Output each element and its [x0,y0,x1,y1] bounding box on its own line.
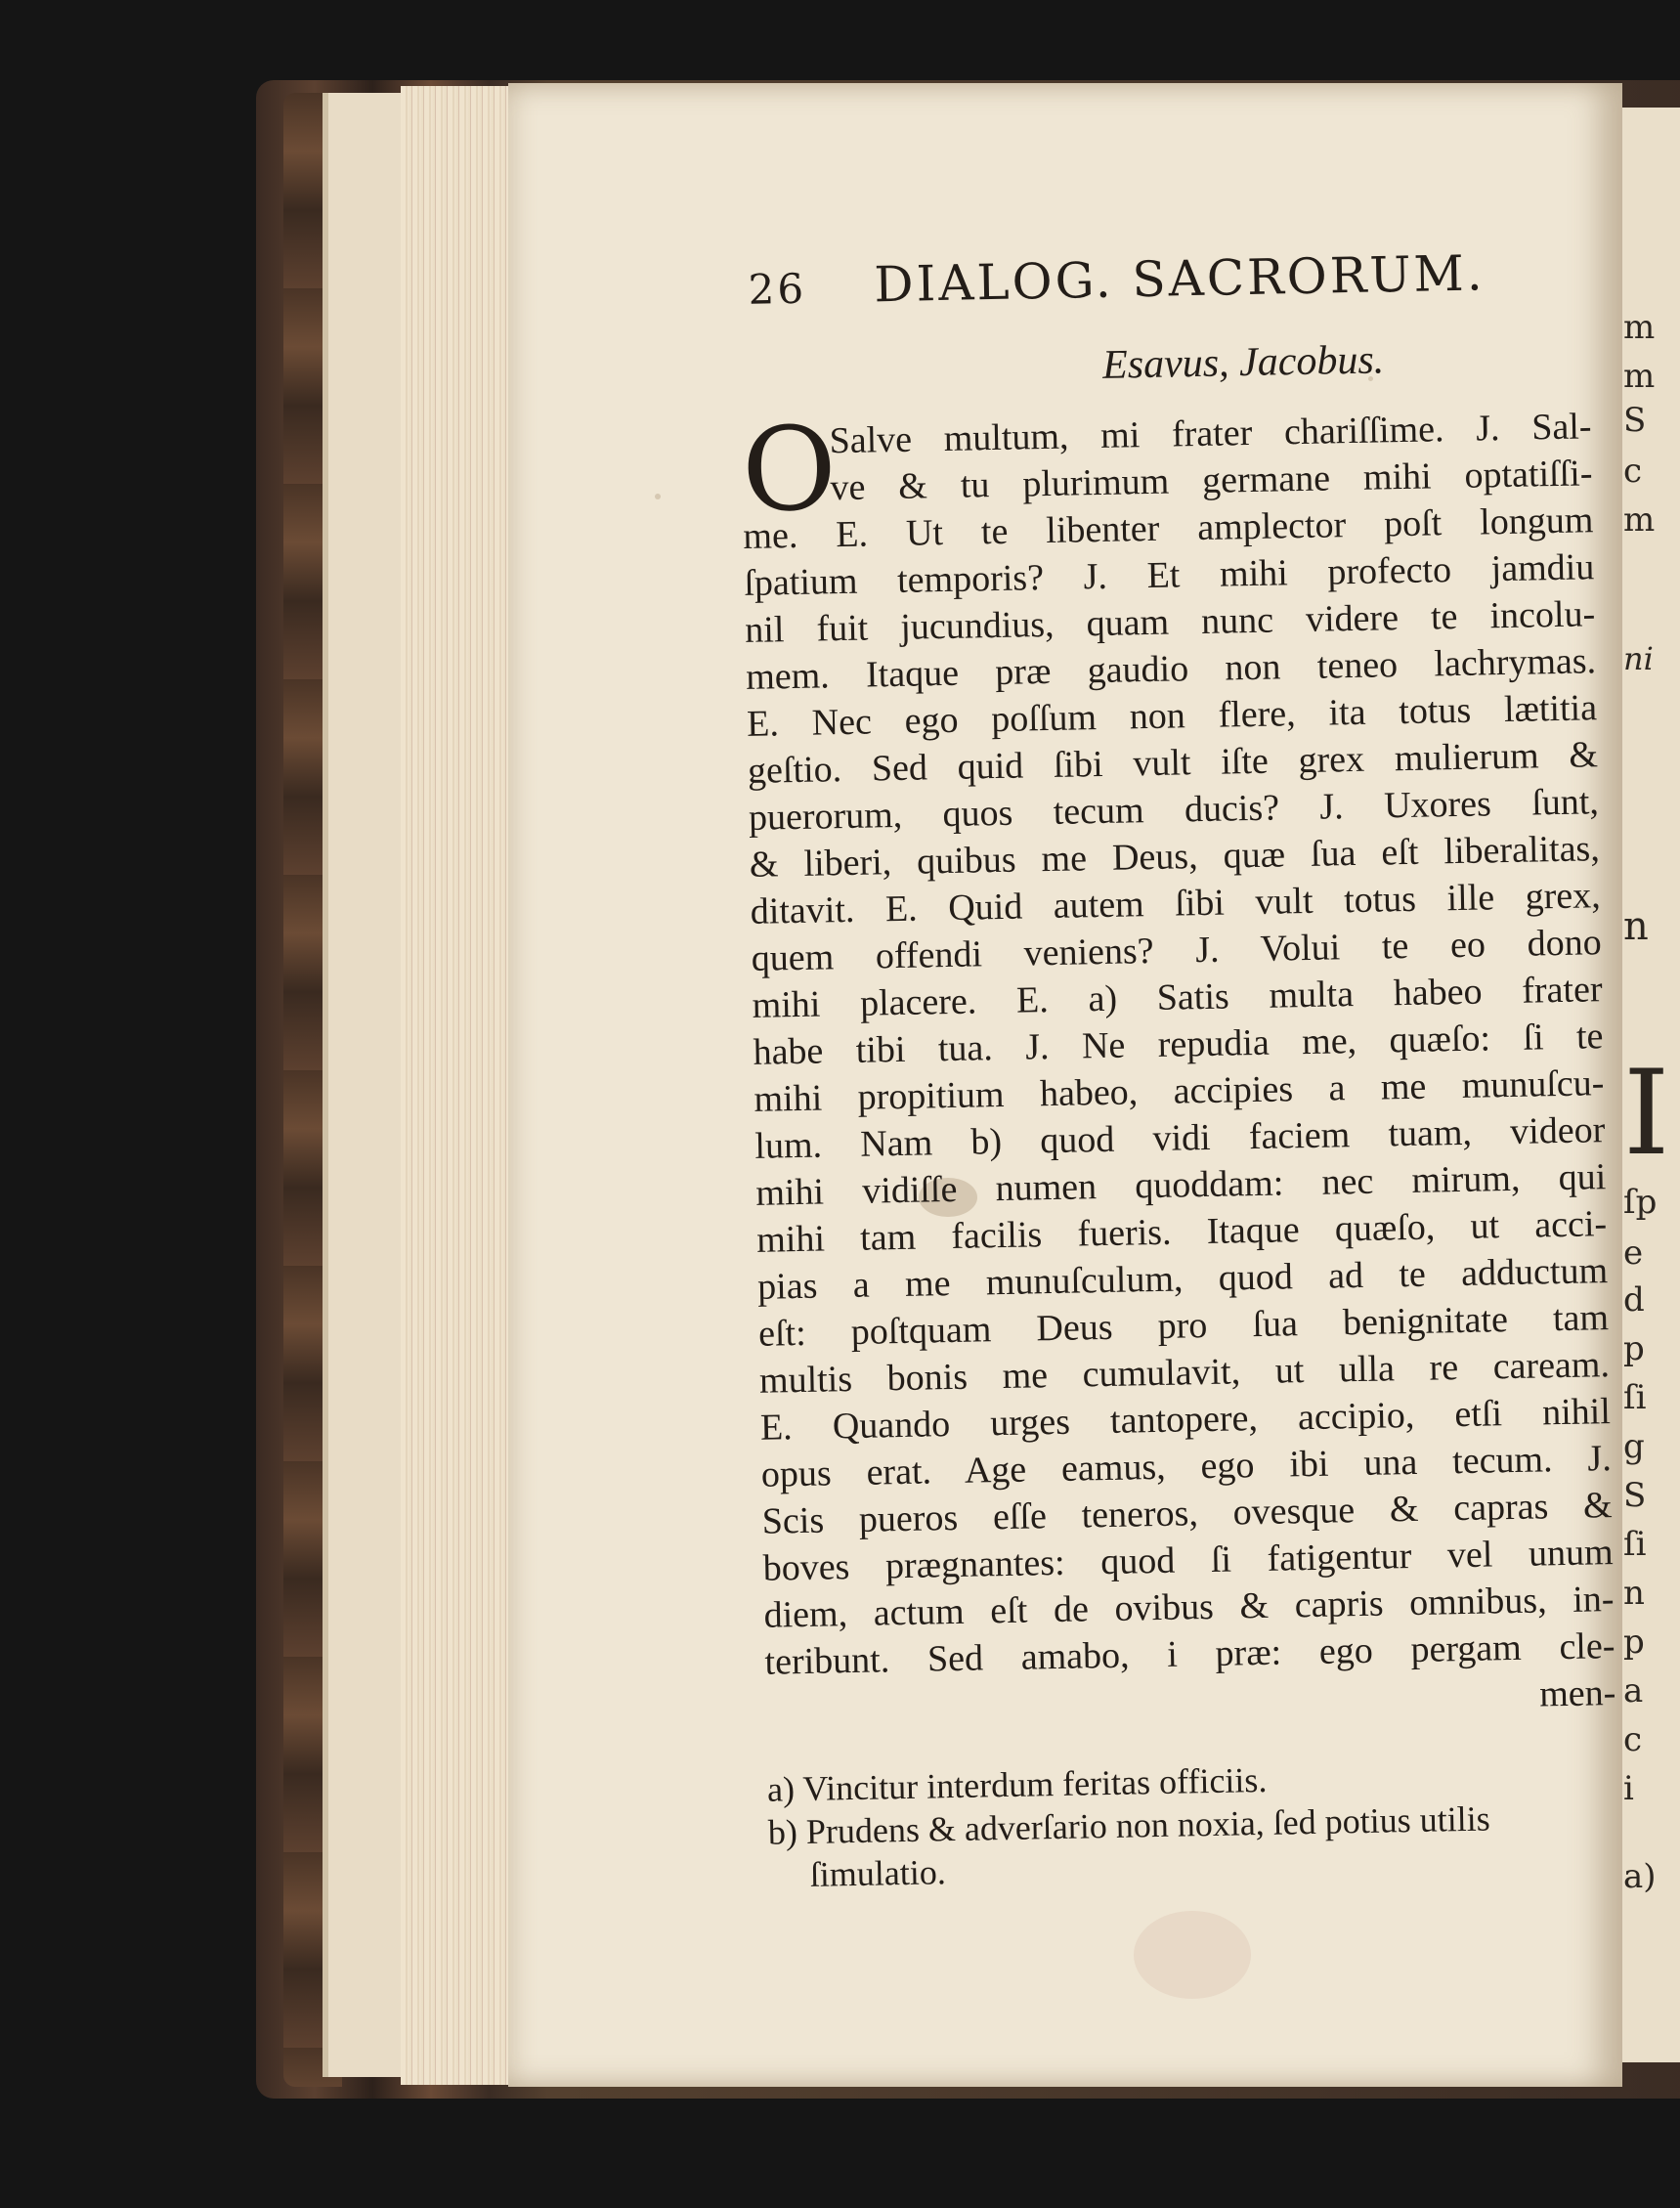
text-line: eſt: poſtquam Deus pro ſua benignitate tam [757,1297,1610,1355]
next-page-fragment: n [1623,1574,1645,1613]
text-line: E. Quando urges tantopere, accipio, etſi nihil [759,1391,1612,1449]
text-line: mem. Itaque præ gaudio non teneo lachrymas. [745,640,1597,698]
text-line: geſtio. Sed quid ſibi vult iſte grex mulierum & [747,734,1599,792]
text-line: ditavit. E. Quid autem ſibi vult totus ille grex, [750,875,1602,932]
text-line: quem offendi veniens? J. Volui te eo dono [751,922,1602,979]
running-head [748,242,1589,336]
next-page-fragment: a [1623,1671,1644,1710]
next-page-fragment: a) [1623,1857,1657,1896]
text-line: habe tibi tua. J. Ne repudia me, quæſo: ſi te [753,1016,1604,1073]
text-line: pias a me munuſculum, quod ad te adductum [756,1250,1609,1308]
page-number: 26 [748,264,807,314]
text-line: mihi tam facilis fueris. Itaque quæſo, ut acci- [755,1203,1608,1261]
next-page-fragment: m [1623,308,1656,347]
text-line: lum. Nam b) quod vidi faciem tuam, videor [754,1109,1606,1167]
paper-speck [655,494,661,499]
drop-cap: O [740,401,839,538]
next-page-edge [1613,108,1680,2062]
text-line: E. Nec ego poſſum non flere, ita totus lætitia [746,687,1598,745]
next-page-fragment: S [1623,401,1647,440]
running-title: DIALOG. SACRORUM. [873,244,1486,314]
next-page-fragment: c [1623,1720,1643,1759]
printed-text [738,242,1619,1896]
text-line: Scis pueros eſſe teneros, ovesque & capras & [761,1485,1614,1542]
next-page-fragment: i [1623,1769,1634,1808]
text-line: nil fuit jucundius, quam nunc videre te incolu- [744,593,1596,651]
next-page-fragment: e [1623,1234,1644,1273]
footnote-a: a) Vincitur interdum feritas officiis. [766,1759,1268,1809]
text-line: teribunt. Sed amabo, i præ: ego pergam cle- [764,1625,1615,1683]
next-page-fragment: ſi [1623,1378,1647,1417]
text-line: ſpatium temporis? J. Et mihi profecto jamdiu [743,546,1595,604]
speakers-heading: Esavus, Jacobus. [1101,337,1385,388]
text-line: multis bonis me cumulavit, ut ulla re caream. [758,1344,1611,1402]
next-page-fragment: d [1623,1280,1645,1320]
next-page-fragment: m [1623,500,1656,540]
next-page-fragment: ſi [1623,1525,1647,1564]
paper-stain [1134,1911,1251,1999]
text-line: mihi vidiſſe numen quoddam: nec mirum, qui [754,1156,1607,1214]
next-page-fragment: p [1623,1329,1645,1368]
text-line: Salve multum, mi frater chariſſime. J. Sal- [829,406,1592,462]
text-line: opus erat. Age eamus, ego ibi una tecum. J. [760,1438,1613,1495]
text-line: diem, actum eſt de ovibus & capris omnibus, in- [763,1579,1615,1636]
next-page-fragment: n [1623,904,1649,949]
text-line: & liberi, quibus me Deus, quæ ſua eſt liberalitas, [749,828,1601,886]
text-line: boves prægnantes: quod ſi fatigentur vel unum [762,1532,1614,1589]
footnotes [767,1752,1619,1897]
book-page [508,83,1622,2087]
next-page-fragment: c [1623,452,1643,491]
dialogue-body [741,403,1616,1732]
text-line: me. E. Ut te libenter amplector poſt longum [743,499,1594,557]
next-page-fragment: p [1623,1623,1645,1662]
text-line: mihi placere. E. a) Satis multa habeo frater [752,969,1603,1026]
next-page-fragment: m [1623,357,1656,396]
next-page-fragment: ſp [1623,1183,1658,1222]
next-page-fragment: S [1623,1476,1647,1515]
text-line: ve & tu plurimum germane mihi optatiſſi- [830,453,1593,509]
next-page-fragment: ni [1623,640,1654,677]
footnote-b-continued: ſimulatio. [809,1852,947,1894]
next-page-fragment: g [1623,1427,1645,1466]
next-page-fragment: I [1623,1046,1670,1182]
text-line: mihi propitium habeo, accipies a me munuſcu- [754,1062,1605,1120]
catchword: men- [1538,1672,1616,1715]
footnote-b: b) Prudens & adverſario non noxia, ſed potius utilis [767,1798,1491,1852]
text-line: puerorum, quos tecum ducis? J. Uxores ſunt, [748,781,1600,839]
